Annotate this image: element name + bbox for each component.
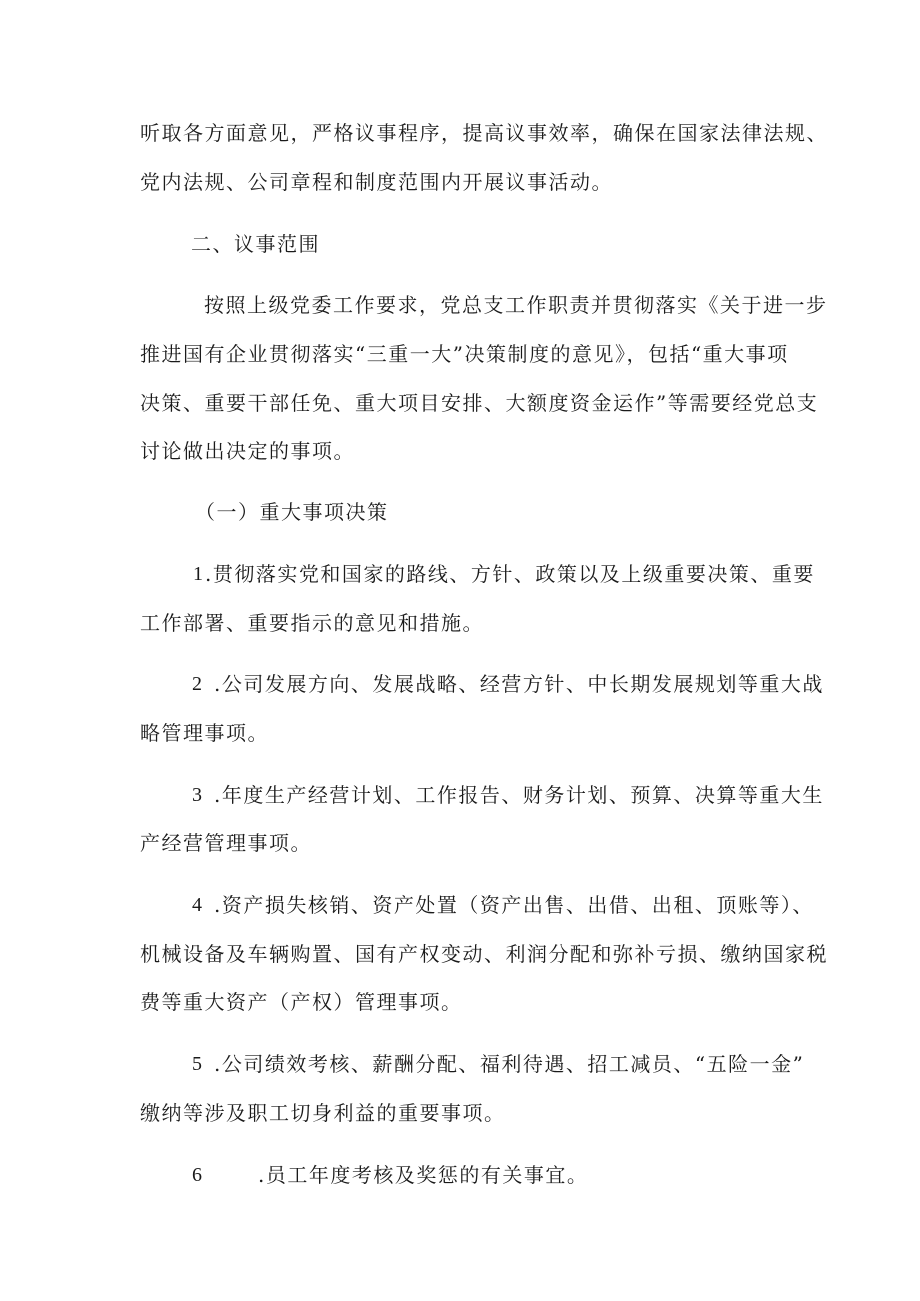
item-4-number: 4 <box>192 894 202 916</box>
item-6-line-1: .员工年度考核及奖惩的有关事宜。 <box>258 1163 589 1187</box>
item-4-line-3: 费等重大资产（产权）管理事项。 <box>140 990 463 1014</box>
intro-line-2: 党内法规、公司章程和制度范围内开展议事活动。 <box>140 170 613 194</box>
item-1-line-2: 工作部署、重要指示的意见和措施。 <box>140 611 484 635</box>
intro-line-1: 听取各方面意见，严格议事程序，提高议事效率，确保在国家法律法规、 <box>140 121 828 145</box>
subheading-major-decisions: （一）重大事项决策 <box>195 500 389 524</box>
item-2-line-1: .公司发展方向、发展战略、经营方针、中长期发展规划等重大战 <box>214 672 824 696</box>
item-6-number: 6 <box>192 1164 202 1186</box>
item-5-line-2: 缴纳等涉及职工切身利益的重要事项。 <box>140 1101 506 1125</box>
scope-para-line-3: 决策、重要干部任免、重大项目安排、大额度资金运作”等需要经党总支 <box>140 391 819 415</box>
item-5-number: 5 <box>192 1053 202 1075</box>
item-1-line-1: .贯彻落实党和国家的路线、方针、政策以及上级重要决策、重要 <box>205 562 815 586</box>
scope-para-line-4: 讨论做出决定的事项。 <box>140 439 355 463</box>
item-1-number: 1 <box>193 563 203 585</box>
item-3-number: 3 <box>192 784 202 806</box>
section-heading-scope: 二、议事范围 <box>191 232 320 256</box>
item-3-line-2: 产经营管理事项。 <box>140 831 312 855</box>
item-5-line-1: .公司绩效考核、薪酬分配、福利待遇、招工减员、“五险一金” <box>214 1052 805 1076</box>
scope-para-line-2: 推进国有企业贯彻落实“三重一大”决策制度的意见》，包括“重大事项 <box>140 342 789 366</box>
item-2-line-2: 略管理事项。 <box>140 721 269 745</box>
item-4-line-1: .资产损失核销、资产处置（资产出售、出借、出租、顶账等）、 <box>214 893 814 917</box>
item-3-line-1: .年度生产经营计划、工作报告、财务计划、预算、决算等重大生 <box>214 783 824 807</box>
item-2-number: 2 <box>192 673 202 695</box>
scope-para-line-1: 按照上级党委工作要求，党总支工作职责并贯彻落实《关于进一步 <box>204 293 828 317</box>
item-4-line-2: 机械设备及车辆购置、国有产权变动、利润分配和弥补亏损、缴纳国家税 <box>140 942 828 966</box>
